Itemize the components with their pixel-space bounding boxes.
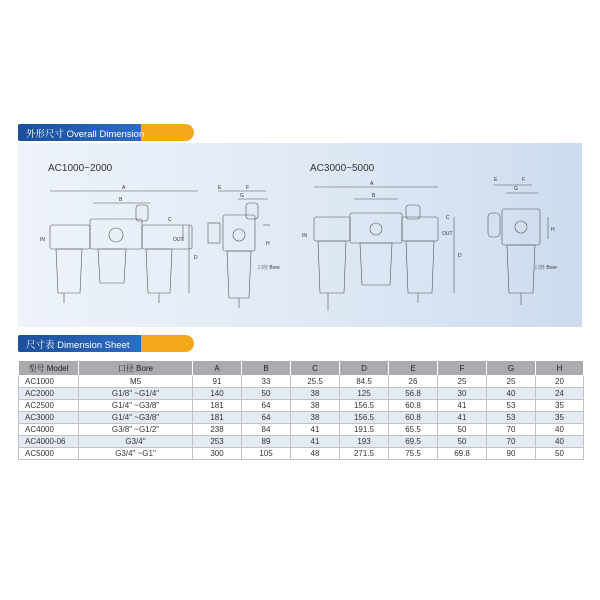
right-label-h: H <box>551 227 555 233</box>
table-cell: 20 <box>536 376 584 388</box>
table-cell: 25 <box>487 376 536 388</box>
table-cell: 35 <box>536 400 584 412</box>
dimension-drawings <box>18 143 582 327</box>
dimension-table <box>18 360 584 460</box>
table-cell: 60.8 <box>389 412 438 424</box>
table-cell: 41 <box>438 400 487 412</box>
table-cell: 26 <box>389 376 438 388</box>
left-label-bore: 口径 Bore <box>258 265 280 271</box>
model-cell: AC3000 <box>19 412 79 424</box>
table-row <box>19 436 584 448</box>
table-body <box>19 376 584 460</box>
table-cell: G1/8" ~G1/4" <box>79 388 193 400</box>
table-cell: 38 <box>291 412 340 424</box>
dimension-sheet-title: 尺寸表 Dimension Sheet <box>26 340 130 351</box>
column-header: H <box>536 361 584 376</box>
table-row <box>19 400 584 412</box>
table-cell: 40 <box>536 436 584 448</box>
left-label-in: IN <box>40 237 45 243</box>
table-cell: 53 <box>487 400 536 412</box>
right-label-a: A <box>370 181 374 187</box>
left-diagram-title: AC1000~2000 <box>48 163 113 174</box>
table-cell: 125 <box>340 388 389 400</box>
table-cell: 70 <box>487 424 536 436</box>
right-label-in: IN <box>302 233 307 239</box>
table-cell: 41 <box>291 436 340 448</box>
table-cell: 300 <box>193 448 242 460</box>
table-cell: 25.5 <box>291 376 340 388</box>
right-label-d: D <box>458 253 462 259</box>
table-cell: 53 <box>487 412 536 424</box>
table-cell: 64 <box>242 412 291 424</box>
column-header: D <box>340 361 389 376</box>
table-cell: 38 <box>291 388 340 400</box>
column-header: A <box>193 361 242 376</box>
table-cell: 156.5 <box>340 412 389 424</box>
left-label-g: G <box>240 193 244 199</box>
table-cell: 48 <box>291 448 340 460</box>
table-cell: 60.8 <box>389 400 438 412</box>
column-header: F <box>438 361 487 376</box>
table-row <box>19 448 584 460</box>
column-header: E <box>389 361 438 376</box>
left-label-out: OUT <box>173 237 184 243</box>
left-label-h: H <box>266 241 270 247</box>
table-cell: 40 <box>487 388 536 400</box>
right-side-view <box>488 185 548 305</box>
table-cell: 90 <box>487 448 536 460</box>
table-cell: 253 <box>193 436 242 448</box>
table-header-row <box>19 361 584 376</box>
table-cell: G3/4" ~G1" <box>79 448 193 460</box>
right-label-b: B <box>372 193 376 199</box>
table-cell: 50 <box>438 436 487 448</box>
table-cell: 50 <box>536 448 584 460</box>
table-cell: 50 <box>242 388 291 400</box>
table-cell: 69.8 <box>438 448 487 460</box>
right-label-out: OUT <box>442 231 453 237</box>
table-cell: G1/4" ~G3/8" <box>79 412 193 424</box>
table-row <box>19 424 584 436</box>
model-cell: AC4000-06 <box>19 436 79 448</box>
column-header: G <box>487 361 536 376</box>
table-cell: 181 <box>193 400 242 412</box>
table-cell: 140 <box>193 388 242 400</box>
table-cell: G3/4" <box>79 436 193 448</box>
left-front-view <box>50 191 198 303</box>
column-header: C <box>291 361 340 376</box>
left-label-f: F <box>246 185 250 191</box>
model-cell: AC1000 <box>19 376 79 388</box>
column-header: 口径 Bore <box>79 361 193 376</box>
table-cell: 69.5 <box>389 436 438 448</box>
table-cell: 70 <box>487 436 536 448</box>
column-header: 型号 Model <box>19 361 79 376</box>
table-cell: 33 <box>242 376 291 388</box>
model-cell: AC2500 <box>19 400 79 412</box>
right-label-c: C <box>446 215 450 221</box>
table-cell: 40 <box>536 424 584 436</box>
left-label-b: B <box>119 197 123 203</box>
diagram-panel <box>18 143 582 327</box>
table-cell: 238 <box>193 424 242 436</box>
table-cell: 193 <box>340 436 389 448</box>
table-cell: 91 <box>193 376 242 388</box>
table-cell: 25 <box>438 376 487 388</box>
column-header: B <box>242 361 291 376</box>
right-diagram-title: AC3000~5000 <box>310 163 375 174</box>
table-cell: 65.5 <box>389 424 438 436</box>
table-cell: 41 <box>438 412 487 424</box>
table-cell: 105 <box>242 448 291 460</box>
table-row <box>19 376 584 388</box>
right-label-e: E <box>494 177 498 183</box>
table-cell: 50 <box>438 424 487 436</box>
overall-dimension-header <box>18 124 194 141</box>
table-cell: 56.8 <box>389 388 438 400</box>
right-label-f: F <box>522 177 526 183</box>
table-cell: 84.5 <box>340 376 389 388</box>
overall-dimension-title: 外形尺寸 Overall Dimension <box>26 129 145 140</box>
table-cell: 30 <box>438 388 487 400</box>
right-front-view <box>314 187 454 311</box>
table-cell: G3/8" ~G1/2" <box>79 424 193 436</box>
right-label-bore: 口径 Bore <box>535 265 557 271</box>
model-cell: AC4000 <box>19 424 79 436</box>
left-side-view <box>208 191 270 308</box>
table-row <box>19 412 584 424</box>
table-cell: 191.5 <box>340 424 389 436</box>
table-cell: 271.5 <box>340 448 389 460</box>
left-label-a: A <box>122 185 126 191</box>
table-cell: 181 <box>193 412 242 424</box>
left-label-d: D <box>194 255 198 261</box>
table-cell: 89 <box>242 436 291 448</box>
table-cell: M5 <box>79 376 193 388</box>
table-row <box>19 388 584 400</box>
right-label-g: G <box>514 186 518 192</box>
table-cell: 75.5 <box>389 448 438 460</box>
table-cell: 35 <box>536 412 584 424</box>
table-cell: 64 <box>242 400 291 412</box>
table-cell: G1/4" ~G3/8" <box>79 400 193 412</box>
dimension-sheet-header <box>18 335 194 352</box>
left-label-c: C <box>168 217 172 223</box>
table-cell: 24 <box>536 388 584 400</box>
left-label-e: E <box>218 185 222 191</box>
model-cell: AC5000 <box>19 448 79 460</box>
model-cell: AC2000 <box>19 388 79 400</box>
table-cell: 156.5 <box>340 400 389 412</box>
table-cell: 41 <box>291 424 340 436</box>
table-cell: 38 <box>291 400 340 412</box>
table-cell: 84 <box>242 424 291 436</box>
